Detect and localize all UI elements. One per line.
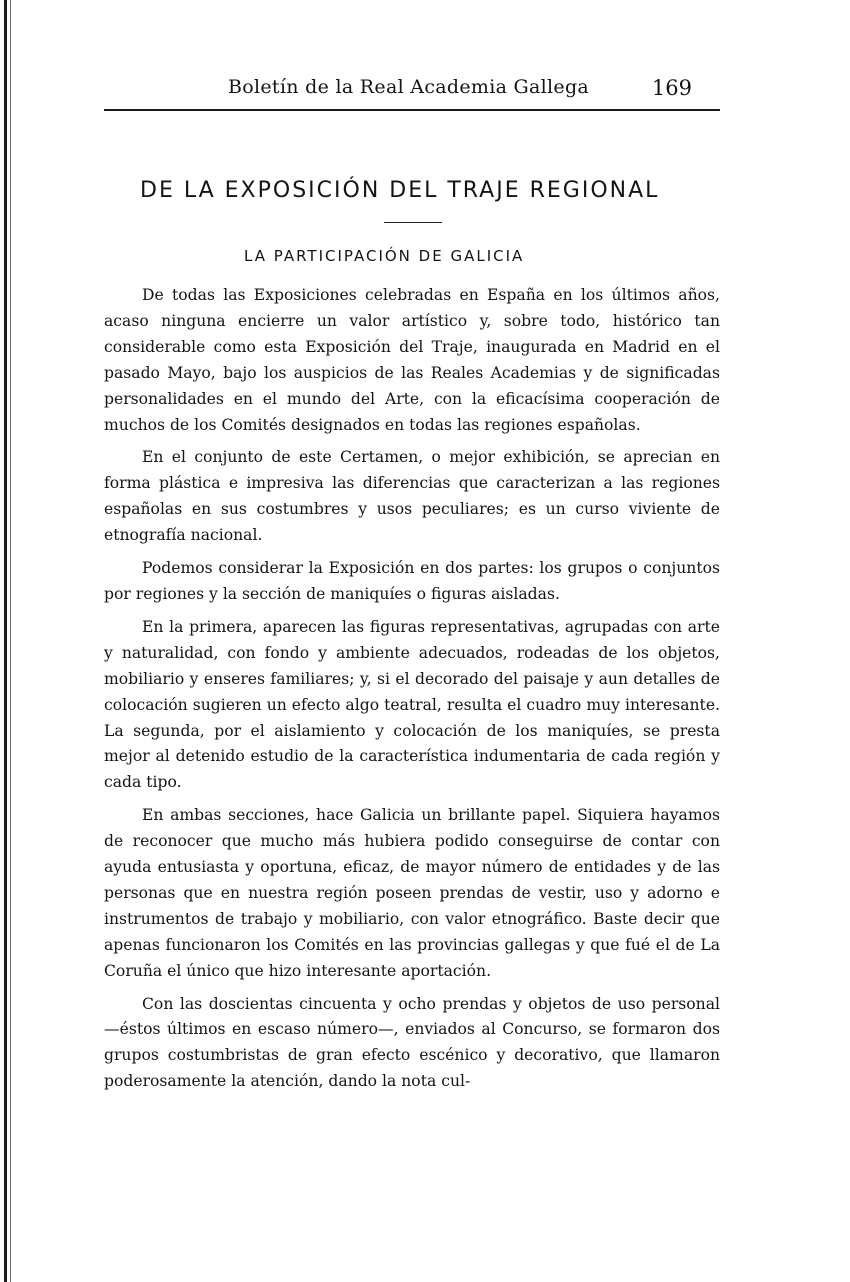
title-divider <box>384 222 442 223</box>
page-header <box>104 76 720 112</box>
paragraph: Con las doscientas cincuenta y ocho prendas y objetos de uso personal —éstos últimos en escaso número—, enviados al Concurso, se formaron dos grupos costumbristas de gran efecto escénico y decorativo, que llamaron poderosamente la atención, dando la nota cul- <box>104 994 720 1091</box>
running-title: Boletín de la Real Academia Gallega <box>228 76 590 98</box>
page-number: 169 <box>651 76 692 100</box>
page-edge-rule-inner <box>10 0 11 1282</box>
paragraph: En ambas secciones, hace Galicia un brillante papel. Siquiera hayamos de reconocer que mucho más hubiera podido conseguirse de contar con ayuda entusiasta y oportuna, eficaz, de mayor número de entidades y de las personas que en nuestra región poseen prendas de vestir, uso y adorno e instrumentos de trabajo y mobiliario, con valor etnográfico. Baste decir que apenas funcionaron los Comités en las provincias gallegas y que fué el de La Coruña el único que hizo interesante aportación. <box>104 806 720 980</box>
article-body <box>104 283 720 1102</box>
article-subtitle: LA PARTICIPACIÓN DE GALICIA <box>244 247 525 265</box>
page-edge-rule <box>4 0 7 1282</box>
article-title: DE LA EXPOSICIÓN DEL TRAJE REGIONAL <box>140 178 660 203</box>
paragraph: Podemos considerar la Exposición en dos partes: los grupos o conjuntos por regiones y la sección de maniquíes o figuras aisladas. <box>104 559 720 603</box>
paragraph: En la primera, aparecen las figuras representativas, agrupadas con arte y naturalidad, con fondo y ambiente adecuados, rodeadas de los objetos, mobiliario y enseres familiares; y, si el decorado del paisaje y aun detalles de colocación sugieren un efecto algo teatral, resulta el cuadro muy interesante. La segunda, por el aislamiento y colocación de los maniquíes, se presta mejor al detenido estudio de la característica indumentaria de cada región y cada tipo. <box>104 617 720 792</box>
paragraph: En el conjunto de este Certamen, o mejor exhibición, se aprecian en forma plástica e impresiva las diferencias que caracterizan a las regiones españolas en sus costumbres y usos peculiares; es un curso viviente de etnografía nacional. <box>104 448 720 545</box>
paragraph: De todas las Exposiciones celebradas en España en los últimos años, acaso ninguna encierre un valor artístico y, sobre todo, histórico tan considerable como esta Exposición del Traje, inaugurada en Madrid en el pasado Mayo, bajo los auspicios de las Reales Academias y de significadas personalidades en el mundo del Arte, con la eficacísima cooperación de muchos de los Comités designados en todas las regiones españolas. <box>104 286 720 434</box>
header-rule <box>104 109 720 111</box>
